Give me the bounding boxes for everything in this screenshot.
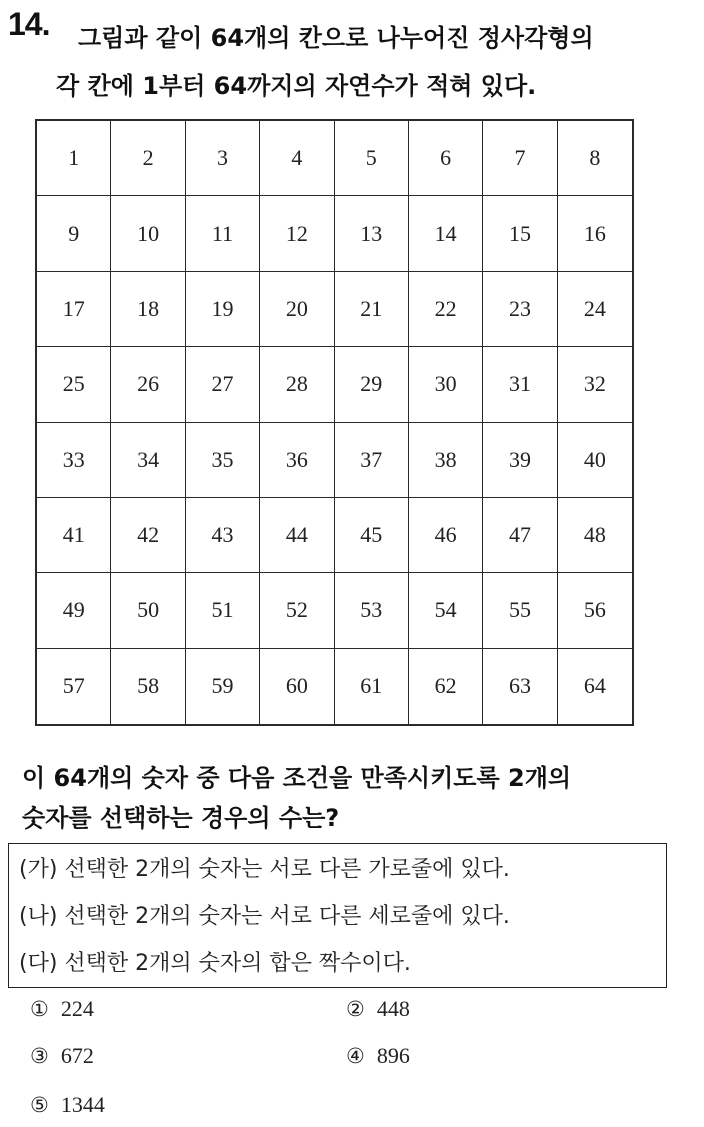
grid-cell: 32: [558, 347, 632, 422]
grid-cell: 44: [260, 498, 334, 573]
grid-cell: 45: [335, 498, 409, 573]
grid-cell: 28: [260, 347, 334, 422]
grid-cell: 55: [483, 573, 557, 648]
grid-cell: 54: [409, 573, 483, 648]
grid-cell: 56: [558, 573, 632, 648]
grid-cell: 49: [37, 573, 111, 648]
choice-2-mark: ②: [346, 997, 365, 1021]
grid-cell: 43: [186, 498, 260, 573]
grid-cell: 12: [260, 196, 334, 271]
grid-cell: 63: [483, 649, 557, 724]
choice-3-mark: ③: [30, 1044, 49, 1068]
grid-cell: 10: [111, 196, 185, 271]
condition-ga: (가) 선택한 2개의 숫자는 서로 다른 가로줄에 있다.: [19, 857, 510, 882]
grid-cell: 25: [37, 347, 111, 422]
condition-na: (나) 선택한 2개의 숫자는 서로 다른 세로줄에 있다.: [19, 904, 510, 929]
grid-cell: 46: [409, 498, 483, 573]
grid-cell: 29: [335, 347, 409, 422]
conditions-box: [8, 843, 667, 988]
grid-cell: 36: [260, 423, 334, 498]
grid-cell: 35: [186, 423, 260, 498]
choice-5[interactable]: [30, 1092, 105, 1118]
grid-cell: 16: [558, 196, 632, 271]
choice-4-value: 896: [376, 1043, 410, 1068]
grid-cell: 47: [483, 498, 557, 573]
intro-line-2: 각 칸에 1부터 64까지의 자연수가 적혀 있다.: [56, 72, 537, 100]
grid-cell: 34: [111, 423, 185, 498]
grid-cell: 39: [483, 423, 557, 498]
choice-3-value: 672: [60, 1043, 94, 1068]
grid-cell: 60: [260, 649, 334, 724]
grid-cell: 8: [558, 121, 632, 196]
grid-cell: 17: [37, 272, 111, 347]
question-line-2: 숫자를 선택하는 경우의 수는?: [22, 804, 340, 832]
grid-cell: 57: [37, 649, 111, 724]
choice-3[interactable]: [30, 1043, 94, 1069]
grid-cell: 4: [260, 121, 334, 196]
condition-da: (다) 선택한 2개의 숫자의 합은 짝수이다.: [19, 951, 411, 976]
grid-cell: 19: [186, 272, 260, 347]
grid-cell: 33: [37, 423, 111, 498]
choice-5-value: 1344: [60, 1092, 105, 1117]
grid-cell: 18: [111, 272, 185, 347]
grid-cell: 22: [409, 272, 483, 347]
grid-cell: 26: [111, 347, 185, 422]
grid-cell: 61: [335, 649, 409, 724]
intro-line-1: 그림과 같이 64개의 칸으로 나누어진 정사각형의: [78, 24, 594, 52]
grid-cell: 40: [558, 423, 632, 498]
question: [22, 758, 571, 838]
grid-cell: 64: [583, 673, 606, 699]
grid-cell: 13: [335, 196, 409, 271]
number-grid-cells: [37, 121, 632, 724]
choice-2[interactable]: [346, 996, 410, 1022]
grid-cell: 62: [409, 649, 483, 724]
grid-cell: 53: [335, 573, 409, 648]
choice-5-mark: ⑤: [30, 1093, 49, 1117]
choice-4[interactable]: [346, 1043, 410, 1069]
grid-cell: 38: [409, 423, 483, 498]
grid-cell: 41: [37, 498, 111, 573]
grid-cell: 52: [260, 573, 334, 648]
grid-cell: 1: [37, 121, 111, 196]
question-line-1: 이 64개의 숫자 중 다음 조건을 만족시키도록 2개의: [22, 764, 572, 792]
grid-cell: 50: [111, 573, 185, 648]
choice-2-value: 448: [376, 996, 410, 1021]
grid-cell: 51: [186, 573, 260, 648]
grid-cell: 7: [483, 121, 557, 196]
grid-cell: 23: [483, 272, 557, 347]
choice-1[interactable]: [30, 996, 94, 1022]
grid-cell: 48: [558, 498, 632, 573]
choice-1-mark: ①: [30, 997, 49, 1021]
grid-cell: 2: [111, 121, 185, 196]
grid-cell: 31: [483, 347, 557, 422]
grid-cell: 37: [335, 423, 409, 498]
grid-cell: 20: [260, 272, 334, 347]
grid-cell: 59: [186, 649, 260, 724]
number-grid: [35, 119, 634, 726]
grid-cell: 58: [111, 649, 185, 724]
grid-cell: 11: [186, 196, 260, 271]
problem-number: 14.: [8, 6, 50, 42]
grid-cell: 42: [111, 498, 185, 573]
grid-cell: 5: [335, 121, 409, 196]
grid-cell: 3: [186, 121, 260, 196]
grid-cell: 9: [37, 196, 111, 271]
grid-cell: 6: [409, 121, 483, 196]
grid-cell: 27: [186, 347, 260, 422]
problem-intro: [56, 14, 594, 110]
choice-1-value: 224: [60, 996, 94, 1021]
grid-cell: 15: [483, 196, 557, 271]
choice-4-mark: ④: [346, 1044, 365, 1068]
grid-cell: 30: [409, 347, 483, 422]
grid-cell: 24: [558, 272, 632, 347]
grid-cell: 14: [409, 196, 483, 271]
grid-cell: 21: [335, 272, 409, 347]
